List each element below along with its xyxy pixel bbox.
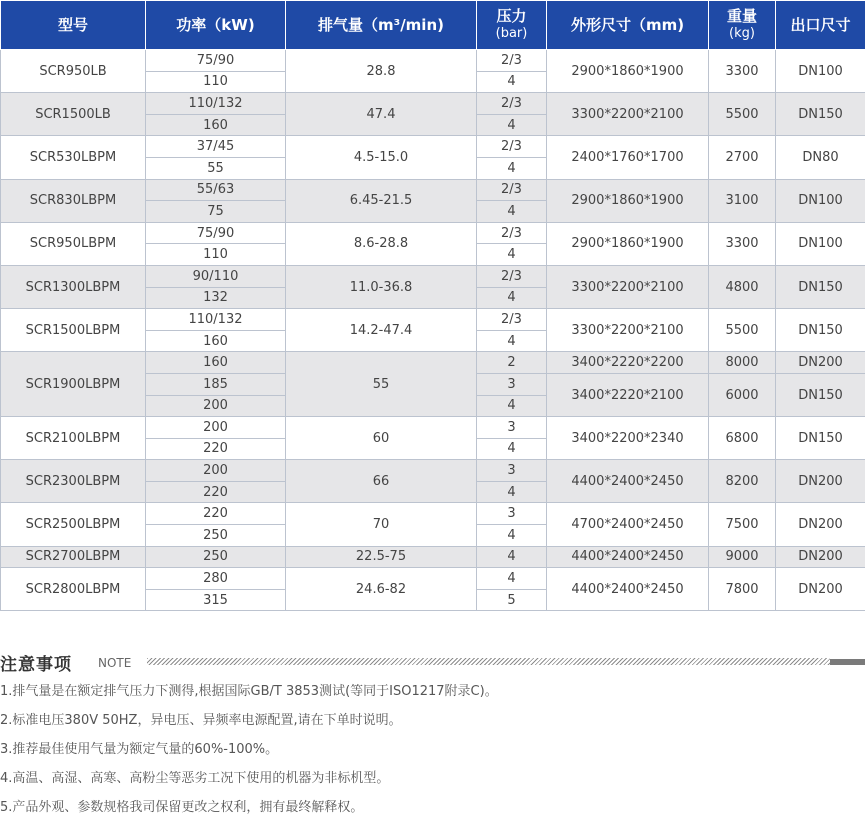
header-weight: 重量 (kg): [709, 1, 776, 50]
pressure-cell: 3: [477, 373, 547, 395]
outlet-cell: DN200: [776, 460, 865, 503]
flow-cell: 4.5-15.0: [286, 136, 477, 179]
power-cell: 220: [146, 481, 286, 503]
weight-cell: 6800: [709, 417, 776, 460]
note-item: 4.高温、高湿、高寒、高粉尘等恶劣工况下使用的机器为非标机型。: [0, 771, 390, 786]
flow-cell: 8.6-28.8: [286, 222, 477, 265]
header-power: 功率（kW): [146, 1, 286, 50]
outlet-cell: DN100: [776, 222, 865, 265]
power-cell: 132: [146, 287, 286, 309]
table-row: [1, 93, 865, 115]
table-row: [1, 546, 865, 568]
note-item: 3.推荐最佳使用气量为额定气量的60%-100%。: [0, 742, 279, 757]
size-cell: 4400*2400*2450: [547, 568, 709, 611]
pressure-cell: 2/3: [477, 136, 547, 158]
outlet-cell: DN200: [776, 546, 865, 568]
power-cell: 110/132: [146, 309, 286, 331]
model-cell: SCR530LBPM: [1, 136, 146, 179]
power-cell: 37/45: [146, 136, 286, 158]
table-row: [1, 50, 865, 72]
table-row: [1, 503, 865, 525]
pressure-cell: 4: [477, 568, 547, 590]
outlet-cell: DN150: [776, 265, 865, 308]
outlet-cell: DN80: [776, 136, 865, 179]
size-cell: 3400*2220*2100: [547, 373, 709, 416]
power-cell: 55: [146, 157, 286, 179]
power-cell: 250: [146, 525, 286, 547]
note-section: [0, 650, 865, 815]
header-size: 外形尺寸（mm): [547, 1, 709, 50]
header-pressure: 压力 (bar): [477, 1, 547, 50]
power-cell: 200: [146, 460, 286, 482]
model-cell: SCR2300LBPM: [1, 460, 146, 503]
model-cell: SCR1900LBPM: [1, 352, 146, 417]
size-cell: 2400*1760*1700: [547, 136, 709, 179]
note-item: 1.排气量是在额定排气压力下测得,根据国际GB/T 3853测试(等同于ISO1217附录C)。: [0, 684, 498, 699]
weight-cell: 2700: [709, 136, 776, 179]
flow-cell: 14.2-47.4: [286, 309, 477, 352]
power-cell: 220: [146, 503, 286, 525]
power-cell: 200: [146, 417, 286, 439]
outlet-cell: DN150: [776, 309, 865, 352]
power-cell: 160: [146, 330, 286, 352]
weight-cell: 3300: [709, 222, 776, 265]
pressure-cell: 2/3: [477, 222, 547, 244]
power-cell: 315: [146, 589, 286, 611]
pressure-cell: 4: [477, 201, 547, 223]
pressure-cell: 2/3: [477, 93, 547, 115]
size-cell: 4700*2400*2450: [547, 503, 709, 546]
note-divider-end: [830, 659, 865, 665]
model-cell: SCR2700LBPM: [1, 546, 146, 568]
note-list: [0, 682, 498, 827]
note-item: 2.标准电压380V 50HZ，异电压、异频率电源配置,请在下单时说明。: [0, 713, 402, 728]
power-cell: 185: [146, 373, 286, 395]
note-title-en: NOTE: [98, 656, 132, 670]
pressure-cell: 4: [477, 71, 547, 93]
weight-cell: 3300: [709, 50, 776, 93]
pressure-cell: 2/3: [477, 309, 547, 331]
model-cell: SCR2500LBPM: [1, 503, 146, 546]
header-model: 型号: [1, 1, 146, 50]
power-cell: 220: [146, 438, 286, 460]
header-row: [1, 1, 865, 50]
header-flow: 排气量（m³/min): [286, 1, 477, 50]
size-cell: 2900*1860*1900: [547, 222, 709, 265]
size-cell: 3300*2200*2100: [547, 265, 709, 308]
flow-cell: 22.5-75: [286, 546, 477, 568]
header-pressure-unit: (bar): [495, 26, 528, 41]
outlet-cell: DN150: [776, 373, 865, 416]
outlet-cell: DN150: [776, 93, 865, 136]
note-header: [0, 650, 865, 675]
outlet-cell: DN100: [776, 50, 865, 93]
flow-cell: 11.0-36.8: [286, 265, 477, 308]
flow-cell: 70: [286, 503, 477, 546]
power-cell: 75/90: [146, 222, 286, 244]
size-cell: 3400*2220*2200: [547, 352, 709, 374]
note-title: 注意事项: [0, 655, 72, 675]
weight-cell: 5500: [709, 93, 776, 136]
model-cell: SCR950LBPM: [1, 222, 146, 265]
weight-cell: 9000: [709, 546, 776, 568]
pressure-cell: 3: [477, 460, 547, 482]
power-cell: 110: [146, 71, 286, 93]
pressure-cell: 5: [477, 589, 547, 611]
flow-cell: 24.6-82: [286, 568, 477, 611]
size-cell: 3300*2200*2100: [547, 309, 709, 352]
pressure-cell: 3: [477, 417, 547, 439]
power-cell: 55/63: [146, 179, 286, 201]
table-row: [1, 136, 865, 158]
weight-cell: 5500: [709, 309, 776, 352]
size-cell: 4400*2400*2450: [547, 546, 709, 568]
pressure-cell: 4: [477, 546, 547, 568]
pressure-cell: 4: [477, 525, 547, 547]
model-cell: SCR2100LBPM: [1, 417, 146, 460]
outlet-cell: DN200: [776, 503, 865, 546]
power-cell: 75/90: [146, 50, 286, 72]
pressure-cell: 4: [477, 287, 547, 309]
table-row: [1, 417, 865, 439]
outlet-cell: DN200: [776, 352, 865, 374]
flow-cell: 60: [286, 417, 477, 460]
pressure-cell: 4: [477, 395, 547, 417]
size-cell: 2900*1860*1900: [547, 50, 709, 93]
pressure-cell: 3: [477, 503, 547, 525]
weight-cell: 3100: [709, 179, 776, 222]
outlet-cell: DN150: [776, 417, 865, 460]
weight-cell: 8200: [709, 460, 776, 503]
pressure-cell: 2/3: [477, 179, 547, 201]
size-cell: 3300*2200*2100: [547, 93, 709, 136]
table-row: [1, 179, 865, 201]
power-cell: 110/132: [146, 93, 286, 115]
power-cell: 200: [146, 395, 286, 417]
table-row: [1, 222, 865, 244]
table-row: [1, 265, 865, 287]
model-cell: SCR1300LBPM: [1, 265, 146, 308]
pressure-cell: 4: [477, 330, 547, 352]
model-cell: SCR830LBPM: [1, 179, 146, 222]
model-cell: SCR1500LBPM: [1, 309, 146, 352]
pressure-cell: 2/3: [477, 50, 547, 72]
header-weight-unit: (kg): [729, 26, 755, 41]
pressure-cell: 4: [477, 438, 547, 460]
note-divider: [147, 658, 830, 665]
model-cell: SCR950LB: [1, 50, 146, 93]
flow-cell: 47.4: [286, 93, 477, 136]
power-cell: 75: [146, 201, 286, 223]
size-cell: 4400*2400*2450: [547, 460, 709, 503]
outlet-cell: DN200: [776, 568, 865, 611]
note-item: 5.产品外观、参数规格我司保留更改之权利，拥有最终解释权。: [0, 800, 364, 815]
table-row: [1, 460, 865, 482]
model-cell: SCR2800LBPM: [1, 568, 146, 611]
outlet-cell: DN100: [776, 179, 865, 222]
flow-cell: 6.45-21.5: [286, 179, 477, 222]
size-cell: 3400*2200*2340: [547, 417, 709, 460]
size-cell: 2900*1860*1900: [547, 179, 709, 222]
power-cell: 110: [146, 244, 286, 266]
pressure-cell: 2: [477, 352, 547, 374]
power-cell: 250: [146, 546, 286, 568]
weight-cell: 4800: [709, 265, 776, 308]
table-body: [1, 50, 865, 611]
weight-cell: 8000: [709, 352, 776, 374]
pressure-cell: 4: [477, 244, 547, 266]
pressure-cell: 2/3: [477, 265, 547, 287]
header-outlet: 出口尺寸: [776, 1, 865, 50]
power-cell: 90/110: [146, 265, 286, 287]
weight-cell: 6000: [709, 373, 776, 416]
pressure-cell: 4: [477, 481, 547, 503]
weight-cell: 7500: [709, 503, 776, 546]
power-cell: 160: [146, 114, 286, 136]
pressure-cell: 4: [477, 157, 547, 179]
power-cell: 280: [146, 568, 286, 590]
pressure-cell: 4: [477, 114, 547, 136]
flow-cell: 66: [286, 460, 477, 503]
weight-cell: 7800: [709, 568, 776, 611]
table-row: [1, 568, 865, 590]
table-row: [1, 352, 865, 374]
flow-cell: 28.8: [286, 50, 477, 93]
power-cell: 160: [146, 352, 286, 374]
table-row: [1, 309, 865, 331]
flow-cell: 55: [286, 352, 477, 417]
model-cell: SCR1500LB: [1, 93, 146, 136]
